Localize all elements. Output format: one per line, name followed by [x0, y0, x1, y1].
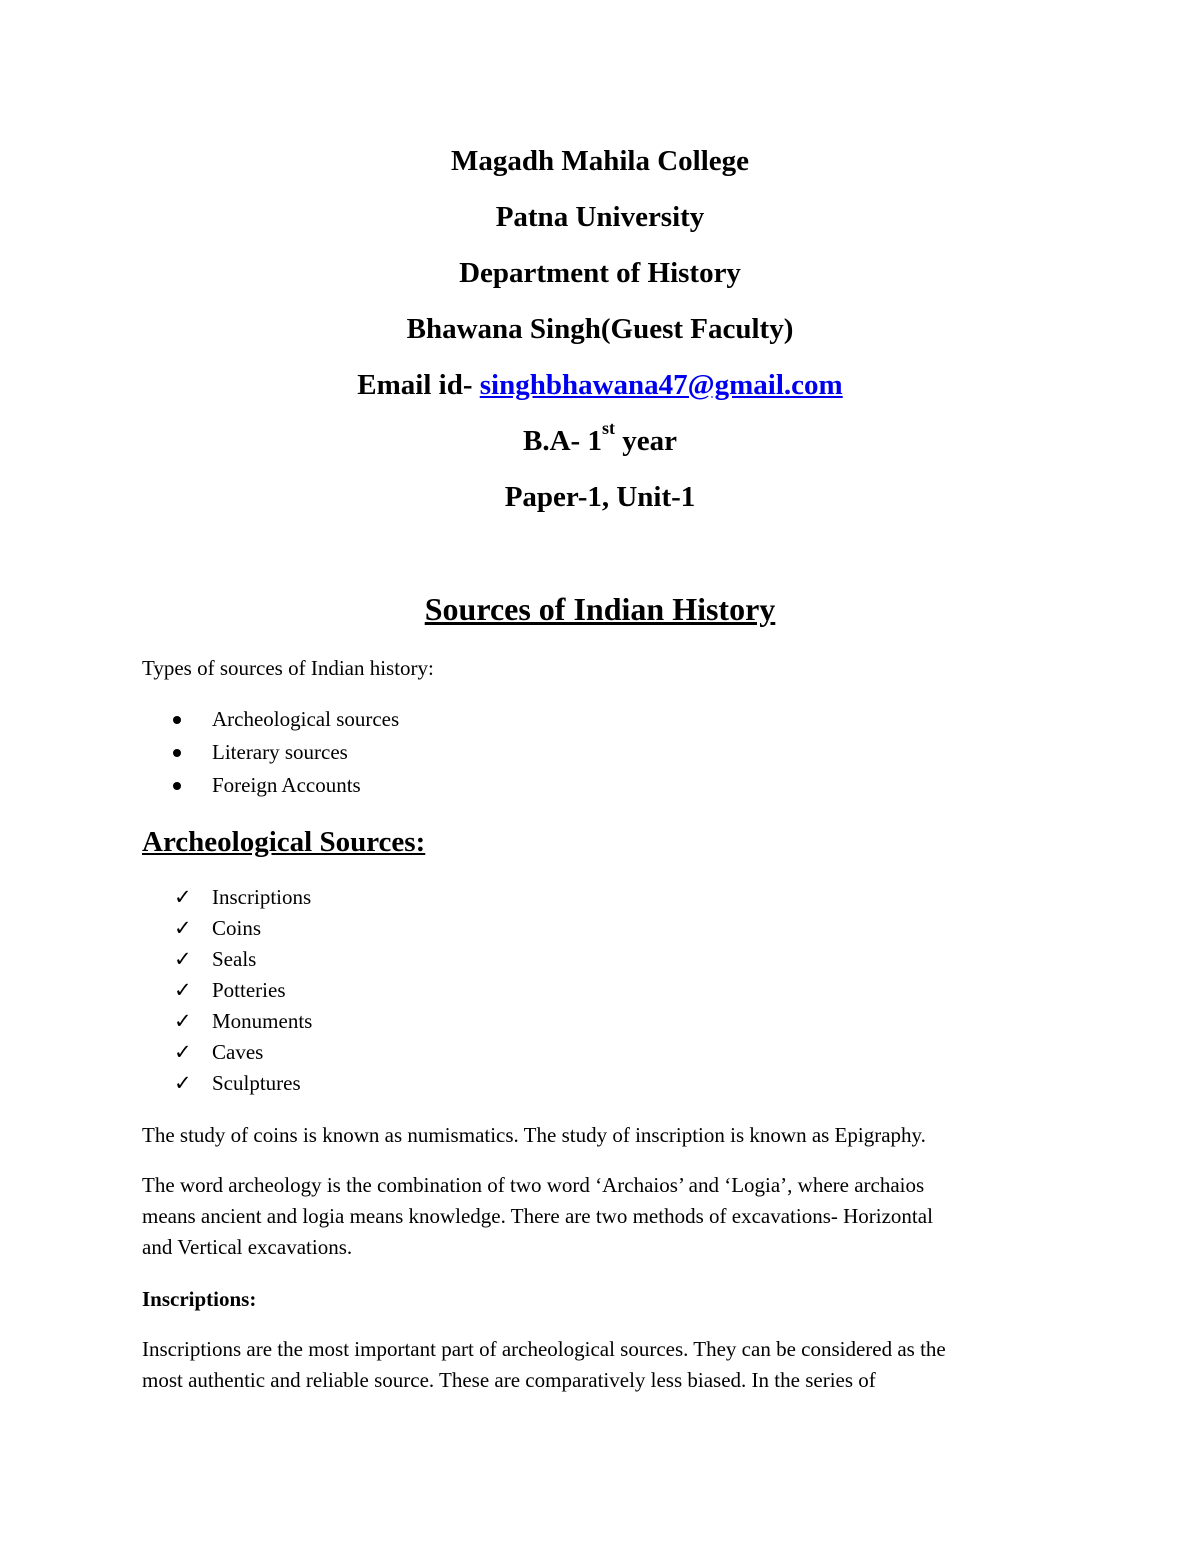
year-superscript: st [601, 418, 615, 438]
paragraph-line: Inscriptions are the most important part of archeological sources. They can be considered as the [142, 1337, 946, 1361]
list-item: ✓ Potteries [142, 975, 312, 1006]
list-item: ✓ Coins [142, 913, 312, 944]
bullet-icon [173, 782, 181, 790]
university-name: Patna University [495, 201, 705, 233]
list-item: Archeological sources [142, 703, 399, 736]
paragraph-line: means ancient and logia means knowledge. There are two methods of excavations- Horizontal [142, 1204, 933, 1228]
list-item: ✓ Inscriptions [142, 882, 312, 913]
list-item: ✓ Seals [142, 944, 312, 975]
list-item: ✓ Sculptures [142, 1068, 312, 1099]
paragraph-line: and Vertical excavations. [142, 1235, 353, 1259]
archeological-items-list [142, 882, 312, 1099]
source-types-list [142, 703, 399, 802]
paragraph-line: most authentic and reliable source. These are comparatively less biased. In the series of [142, 1368, 876, 1392]
paper-unit: Paper-1, Unit-1 [504, 481, 696, 513]
list-item: ✓ Caves [142, 1037, 312, 1068]
numismatics-paragraph: The study of coins is known as numismatics. The study of inscription is known as Epigraphy. [142, 1123, 926, 1147]
college-name: Magadh Mahila College [450, 145, 750, 177]
check-mark-icon: ✓ [174, 1071, 192, 1095]
inscriptions-paragraph [142, 1334, 1062, 1396]
archeological-heading: Archeological Sources: [142, 826, 426, 858]
year-suffix: year [622, 425, 677, 457]
check-mark-icon: ✓ [174, 947, 192, 971]
inscriptions-heading: Inscriptions: [142, 1287, 257, 1311]
email-link[interactable]: singhbhawana47@gmail.com [479, 369, 843, 401]
intro-text: Types of sources of Indian history: [142, 656, 434, 680]
bullet-icon [173, 749, 181, 757]
department-name: Department of History [459, 257, 741, 289]
check-mark-icon: ✓ [174, 916, 192, 940]
check-mark-icon: ✓ [174, 1040, 192, 1064]
email-label: Email id- [357, 369, 473, 401]
check-mark-icon: ✓ [174, 978, 192, 1002]
faculty-name: Bhawana Singh(Guest Faculty) [406, 313, 794, 345]
check-mark-icon: ✓ [174, 1009, 192, 1033]
year-line [0, 418, 1200, 459]
paragraph-line: The word archeology is the combination of two word ‘Archaios’ and ‘Logia’, where archaios [142, 1173, 925, 1197]
check-mark-icon: ✓ [174, 885, 192, 909]
archeology-paragraph [142, 1170, 1062, 1263]
page-title: Sources of Indian History [424, 591, 776, 627]
bullet-icon [173, 716, 181, 724]
list-item: Literary sources [142, 736, 399, 769]
list-item: ✓ Monuments [142, 1006, 312, 1037]
list-item: Foreign Accounts [142, 769, 399, 802]
email-line [0, 367, 1200, 403]
year-prefix: B.A- 1 [523, 425, 602, 457]
